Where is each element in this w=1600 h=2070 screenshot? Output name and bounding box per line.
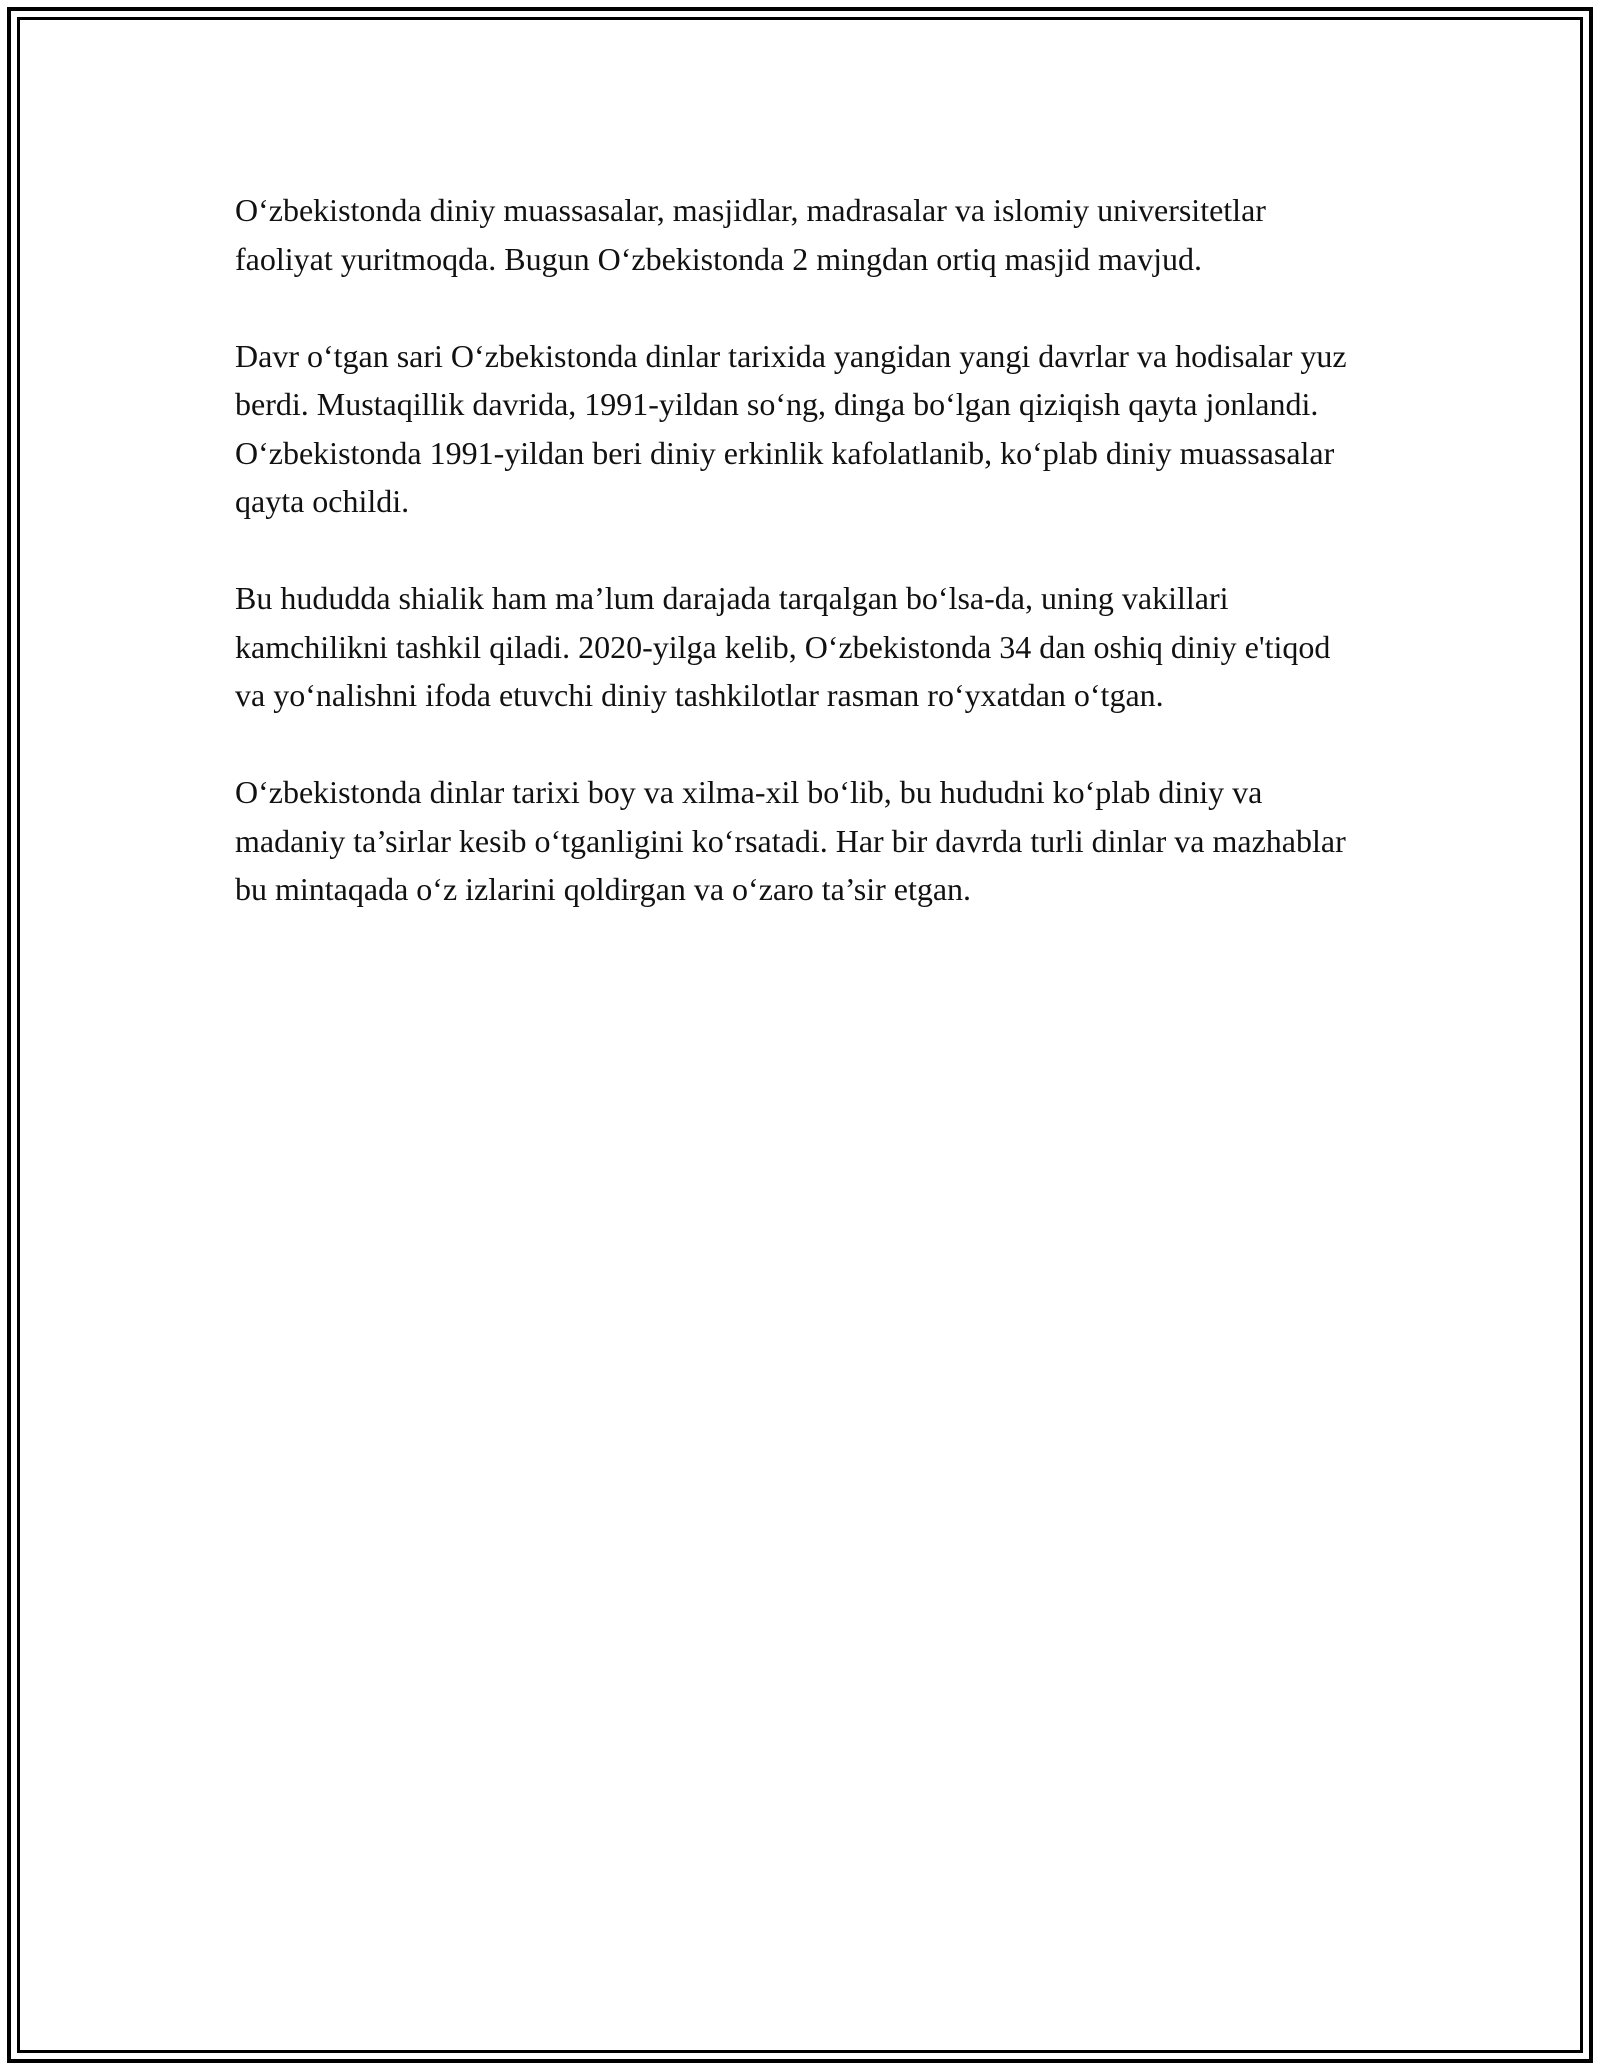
document-body [235,186,1365,962]
paragraph-independence-period: Davr o‘tgan sari O‘zbekistonda dinlar tarixida yangidan yangi davrlar va hodisalar yuz berdi. Mustaqillik davrida, 1991-yildan so‘ng, dinga bo‘lgan qiziqish qayta jonlandi. O‘zbekistonda 1991-yildan beri diniy erkinlik kafolatlanib, ko‘plab diniy muassasalar qayta ochildi. [235,337,1347,519]
paragraph-shia-and-organizations: Bu hududda shialik ham ma’lum darajada tarqalgan bo‘lsa-da, uning vakillari kamchilikni tashkil qiladi. 2020-yilga kelib, O‘zbekistonda 34 dan oshiq diniy e'tiqod va yo‘nalishni ifoda etuvchi diniy tashkilotlar rasman ro‘yxatdan o‘tgan. [235,580,1331,713]
paragraph-religious-institutions: O‘zbekistonda diniy muassasalar, masjidlar, madrasalar va islomiy universitetlar faoliyat yuritmoqda. Bugun O‘zbekistonda 2 mingdan ortiq masjid mavjud. [235,192,1266,277]
paragraph-religious-history: O‘zbekistonda dinlar tarixi boy va xilma-xil bo‘lib, bu hududni ko‘plab diniy va madaniy ta’sirlar kesib o‘tganligini ko‘rsatadi. Har bir davrda turli dinlar va mazhablar bu mintaqada o‘z izlarini qoldirgan va o‘zaro ta’sir etgan. [235,774,1346,907]
